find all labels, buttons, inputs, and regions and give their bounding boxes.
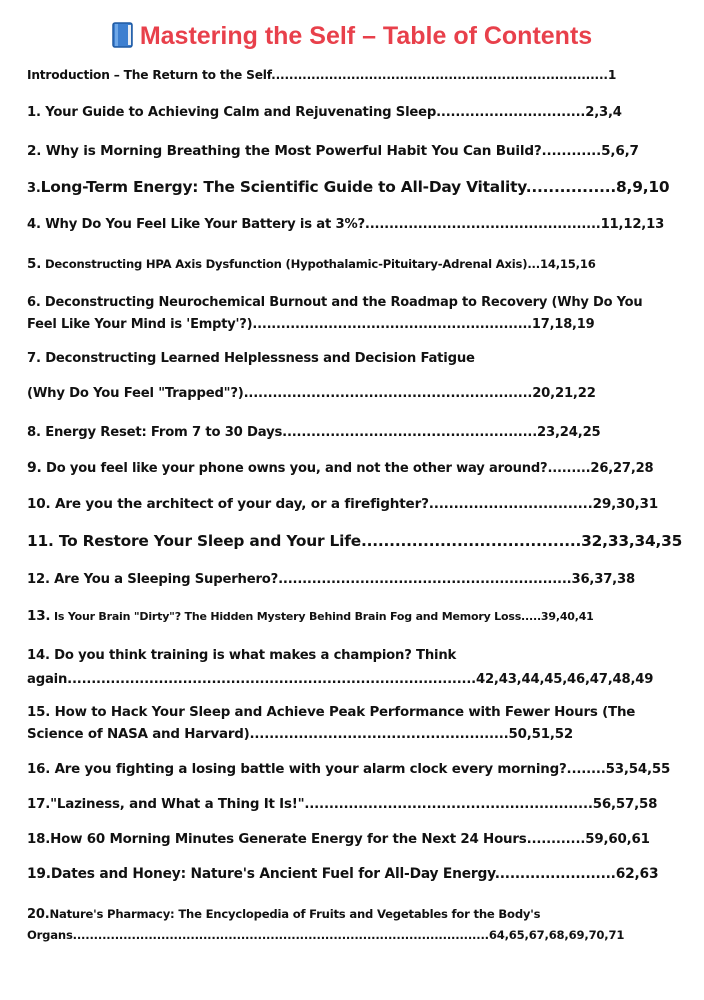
- entry-number: 15.: [27, 705, 51, 720]
- entry-number: 13.: [27, 608, 51, 624]
- entry-number: 18.: [27, 832, 51, 847]
- entry-line: Your Guide to Achieving Calm and Rejuvenating Sleep...............................2,3,4: [40, 105, 622, 120]
- entry-line: Are you fighting a losing battle with your alarm clock every morning?........53,54,55: [50, 762, 671, 777]
- toc-entry-8: [27, 425, 687, 440]
- toc-entry-18: [27, 832, 687, 847]
- entry-number: 8.: [27, 425, 41, 440]
- entry-number: 16.: [27, 762, 51, 777]
- toc-entry-20: [27, 904, 687, 946]
- entry-line: Deconstructing HPA Axis Dysfunction (Hypothalamic-Pituitary-Adrenal Axis)...14,15,16: [41, 257, 596, 271]
- entry-number: 4.: [27, 217, 41, 232]
- entry-number: 17.: [27, 797, 51, 812]
- entry-line: Nature's Pharmacy: The Encyclopedia of Fruits and Vegetables for the Body's: [49, 907, 541, 921]
- entry-line: How to Hack Your Sleep and Achieve Peak Performance with Fewer Hours (The: [50, 705, 636, 720]
- toc-entry-11: [27, 532, 687, 550]
- toc-entry-2: [27, 143, 687, 159]
- entry-line: Are You a Sleeping Superhero?.............................................................36,37,38: [49, 572, 635, 587]
- entry-line: To Restore Your Sleep and Your Life.......................................32,33,34,35: [53, 532, 683, 550]
- entry-line: Long-Term Energy: The Scientific Guide to All-Day Vitality................8,9,10: [40, 178, 670, 196]
- entry-line: Do you feel like your phone owns you, and not the other way around?.........26,27,28: [41, 461, 654, 476]
- toc-entry-15: [27, 702, 687, 746]
- entry-line: Dates and Honey: Nature's Ancient Fuel for All-Day Energy........................62,63: [50, 866, 659, 882]
- toc-entry-4: [27, 217, 687, 232]
- toc-entry-16: [27, 762, 687, 777]
- entry-number: 10.: [27, 496, 51, 512]
- entry-number: 19.: [27, 866, 51, 882]
- toc-entry-1: [27, 105, 687, 120]
- toc-entry-3: [27, 178, 687, 196]
- entry-line: Energy Reset: From 7 to 30 Days.....................................................23,24,25: [40, 425, 601, 440]
- entry-line: Science of NASA and Harvard).....................................................50,51,52: [27, 727, 574, 742]
- entry-line: Deconstructing Neurochemical Burnout and the Roadmap to Recovery (Why Do You: [40, 295, 643, 310]
- toc-entry-6: [27, 292, 687, 336]
- toc-entry-10: [27, 496, 687, 512]
- toc-entry-17: [27, 797, 687, 812]
- entry-number: 7.: [27, 351, 41, 366]
- entry-number: 20.: [27, 907, 50, 922]
- toc-entry-7-continued: [27, 386, 687, 401]
- entry-line: Deconstructing Learned Helplessness and Decision Fatigue: [40, 351, 475, 366]
- entry-line: Is Your Brain "Dirty"? The Hidden Mystery Behind Brain Fog and Memory Loss.....39,40,41: [50, 610, 594, 623]
- entry-line: How 60 Morning Minutes Generate Energy for the Next 24 Hours............59,60,61: [50, 832, 650, 847]
- entry-line: Why is Morning Breathing the Most Powerful Habit You Can Build?............5,6,7: [41, 143, 639, 159]
- toc-entry-intro: [27, 68, 687, 82]
- title-text: Mastering the Self – Table of Contents: [139, 22, 593, 50]
- toc-entry-5: [27, 256, 687, 272]
- page-title: [0, 22, 704, 51]
- toc-entry-9: [27, 460, 687, 476]
- entry-number: 6.: [27, 295, 41, 310]
- entry-line: "Laziness, and What a Thing It Is!"...........................................................56,57,58: [50, 797, 658, 812]
- entry-line: Introduction – The Return to the Self............................................................................1: [27, 68, 617, 82]
- toc-entry-19: [27, 866, 687, 882]
- entry-number: 5.: [27, 256, 42, 272]
- entry-line: Are you the architect of your day, or a firefighter?.................................29,30,31: [50, 496, 659, 512]
- toc-entry-14: [27, 644, 687, 692]
- entry-line: Do you think training is what makes a champion? Think: [49, 648, 457, 663]
- entry-line: Why Do You Feel Like Your Battery is at 3%?.................................................11,12,13: [40, 217, 665, 232]
- entry-number: 3.: [27, 181, 41, 196]
- toc-entry-13: [27, 608, 687, 624]
- entry-number: 1.: [27, 105, 41, 120]
- entry-line: Organs...................................................................................................64,65,67,68,69,70,71: [27, 928, 625, 942]
- entry-number: 9.: [27, 460, 42, 476]
- toc-entry-12: [27, 572, 687, 587]
- entry-line: (Why Do You Feel "Trapped"?)............................................................20,21,22: [27, 386, 596, 401]
- entry-number: 11.: [27, 532, 54, 550]
- entry-number: 14.: [27, 648, 50, 663]
- entry-line: again.....................................................................................42,43,44,45,46,47,48,49: [27, 672, 654, 687]
- entry-number: 2.: [27, 143, 42, 159]
- book-icon: [112, 22, 134, 48]
- toc-entry-7: [27, 351, 687, 366]
- entry-line: Feel Like Your Mind is 'Empty'?)...........................................................17,18,19: [27, 317, 595, 332]
- entry-number: 12.: [27, 572, 50, 587]
